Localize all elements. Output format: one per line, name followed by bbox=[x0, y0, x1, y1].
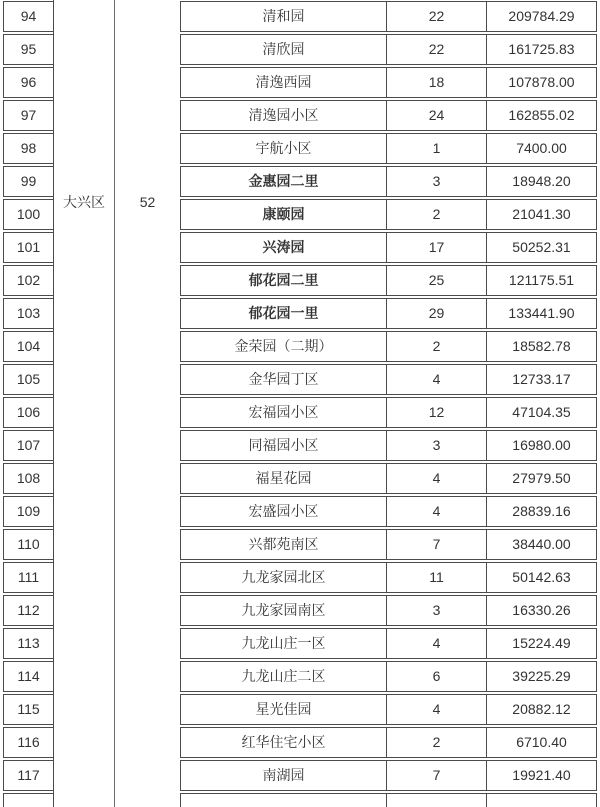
unit-count-cell: 11 bbox=[387, 562, 487, 593]
amount-cell: 133441.90 bbox=[487, 298, 597, 329]
community-name-cell: 清逸西园 bbox=[180, 67, 387, 98]
amount-cell: 7400.00 bbox=[487, 133, 597, 164]
community-name-cell: 郁花园二里 bbox=[180, 265, 387, 296]
unit-count-cell: 2 bbox=[387, 727, 487, 758]
unit-count-cell: 3 bbox=[387, 595, 487, 626]
row-number-cell: 112 bbox=[3, 595, 53, 626]
row-number-cell: 102 bbox=[3, 265, 53, 296]
community-name-cell: 兴都苑南区 bbox=[180, 529, 387, 560]
unit-count-cell: 25 bbox=[387, 265, 487, 296]
amount-cell: 21041.30 bbox=[487, 199, 597, 230]
community-name-cell: 金惠园二里 bbox=[180, 166, 387, 197]
row-number-cell: 101 bbox=[3, 232, 53, 263]
amount-cell: 19921.40 bbox=[487, 760, 597, 791]
community-name-cell: 郁花园一里 bbox=[180, 298, 387, 329]
amount-cell: 50252.31 bbox=[487, 232, 597, 263]
row-number-cell: 107 bbox=[3, 430, 53, 461]
unit-count-cell: 22 bbox=[387, 1, 487, 32]
community-name-cell: 兴涛园 bbox=[180, 232, 387, 263]
amount-cell: 20882.12 bbox=[487, 694, 597, 725]
amount-cell: 107878.00 bbox=[487, 67, 597, 98]
row-number-cell: 95 bbox=[3, 34, 53, 65]
community-name-cell bbox=[180, 793, 387, 807]
row-number-cell: 111 bbox=[3, 562, 53, 593]
row-number-cell: 98 bbox=[3, 133, 53, 164]
community-name-cell: 同福园小区 bbox=[180, 430, 387, 461]
district-community-count-label: 52 bbox=[139, 194, 156, 210]
community-name-cell: 星光佳园 bbox=[180, 694, 387, 725]
community-name-cell: 九龙家园北区 bbox=[180, 562, 387, 593]
row-number-cell: 94 bbox=[3, 1, 53, 32]
row-number-cell: 106 bbox=[3, 397, 53, 428]
community-name-cell: 九龙山庄二区 bbox=[180, 661, 387, 692]
row-number-cell: 109 bbox=[3, 496, 53, 527]
community-name-cell: 宏盛园小区 bbox=[180, 496, 387, 527]
community-name-cell: 红华住宅小区 bbox=[180, 727, 387, 758]
amount-cell: 18948.20 bbox=[487, 166, 597, 197]
row-number-cell: 104 bbox=[3, 331, 53, 362]
amount-cell: 162855.02 bbox=[487, 100, 597, 131]
unit-count-cell: 17 bbox=[387, 232, 487, 263]
row-number-cell: 110 bbox=[3, 529, 53, 560]
community-name-cell: 九龙家园南区 bbox=[180, 595, 387, 626]
row-number-cell: 115 bbox=[3, 694, 53, 725]
row-number-cell: 96 bbox=[3, 67, 53, 98]
amount-cell: 27979.50 bbox=[487, 463, 597, 494]
row-number-cell: 103 bbox=[3, 298, 53, 329]
amount-cell: 39225.29 bbox=[487, 661, 597, 692]
community-name-cell: 南湖园 bbox=[180, 760, 387, 791]
amount-cell: 6710.40 bbox=[487, 727, 597, 758]
community-name-cell: 清欣园 bbox=[180, 34, 387, 65]
amount-cell: 12733.17 bbox=[487, 364, 597, 395]
amount-cell: 16330.26 bbox=[487, 595, 597, 626]
community-name-cell: 金荣园（二期） bbox=[180, 331, 387, 362]
unit-count-cell: 3 bbox=[387, 166, 487, 197]
amount-cell: 50142.63 bbox=[487, 562, 597, 593]
district-name-label: 大兴区 bbox=[63, 194, 105, 210]
unit-count-cell: 3 bbox=[387, 430, 487, 461]
community-name-cell: 清逸园小区 bbox=[180, 100, 387, 131]
row-number-cell: 117 bbox=[3, 760, 53, 791]
unit-count-cell: 4 bbox=[387, 463, 487, 494]
amount-cell: 15224.49 bbox=[487, 628, 597, 659]
amount-cell: 121175.51 bbox=[487, 265, 597, 296]
row-number-cell: 97 bbox=[3, 100, 53, 131]
row-number-cell: 116 bbox=[3, 727, 53, 758]
amount-cell: 16980.00 bbox=[487, 430, 597, 461]
community-name-cell: 金华园丁区 bbox=[180, 364, 387, 395]
row-number-cell: 99 bbox=[3, 166, 53, 197]
communities-table bbox=[3, 0, 597, 807]
community-name-cell: 福星花园 bbox=[180, 463, 387, 494]
unit-count-cell: 4 bbox=[387, 628, 487, 659]
amount-cell: 28839.16 bbox=[487, 496, 597, 527]
community-name-cell: 清和园 bbox=[180, 1, 387, 32]
unit-count-cell: 18 bbox=[387, 67, 487, 98]
row-number-cell: 114 bbox=[3, 661, 53, 692]
community-name-cell: 宇航小区 bbox=[180, 133, 387, 164]
unit-count-cell: 4 bbox=[387, 694, 487, 725]
row-number-cell bbox=[3, 793, 53, 807]
unit-count-cell: 6 bbox=[387, 661, 487, 692]
district-count-merged-cell bbox=[115, 0, 180, 807]
row-number-cell: 100 bbox=[3, 199, 53, 230]
unit-count-cell: 4 bbox=[387, 496, 487, 527]
unit-count-cell: 12 bbox=[387, 397, 487, 428]
amount-cell bbox=[487, 793, 597, 807]
district-merged-cell bbox=[53, 0, 115, 807]
row-number-cell: 108 bbox=[3, 463, 53, 494]
unit-count-cell: 24 bbox=[387, 100, 487, 131]
amount-cell: 209784.29 bbox=[487, 1, 597, 32]
amount-cell: 18582.78 bbox=[487, 331, 597, 362]
amount-cell: 161725.83 bbox=[487, 34, 597, 65]
unit-count-cell: 7 bbox=[387, 529, 487, 560]
unit-count-cell: 4 bbox=[387, 364, 487, 395]
unit-count-cell: 7 bbox=[387, 760, 487, 791]
amount-cell: 38440.00 bbox=[487, 529, 597, 560]
unit-count-cell bbox=[387, 793, 487, 807]
unit-count-cell: 1 bbox=[387, 133, 487, 164]
unit-count-cell: 2 bbox=[387, 199, 487, 230]
row-number-cell: 113 bbox=[3, 628, 53, 659]
unit-count-cell: 29 bbox=[387, 298, 487, 329]
row-number-cell: 105 bbox=[3, 364, 53, 395]
amount-cell: 47104.35 bbox=[487, 397, 597, 428]
unit-count-cell: 2 bbox=[387, 331, 487, 362]
community-name-cell: 九龙山庄一区 bbox=[180, 628, 387, 659]
community-name-cell: 宏福园小区 bbox=[180, 397, 387, 428]
community-name-cell: 康颐园 bbox=[180, 199, 387, 230]
unit-count-cell: 22 bbox=[387, 34, 487, 65]
